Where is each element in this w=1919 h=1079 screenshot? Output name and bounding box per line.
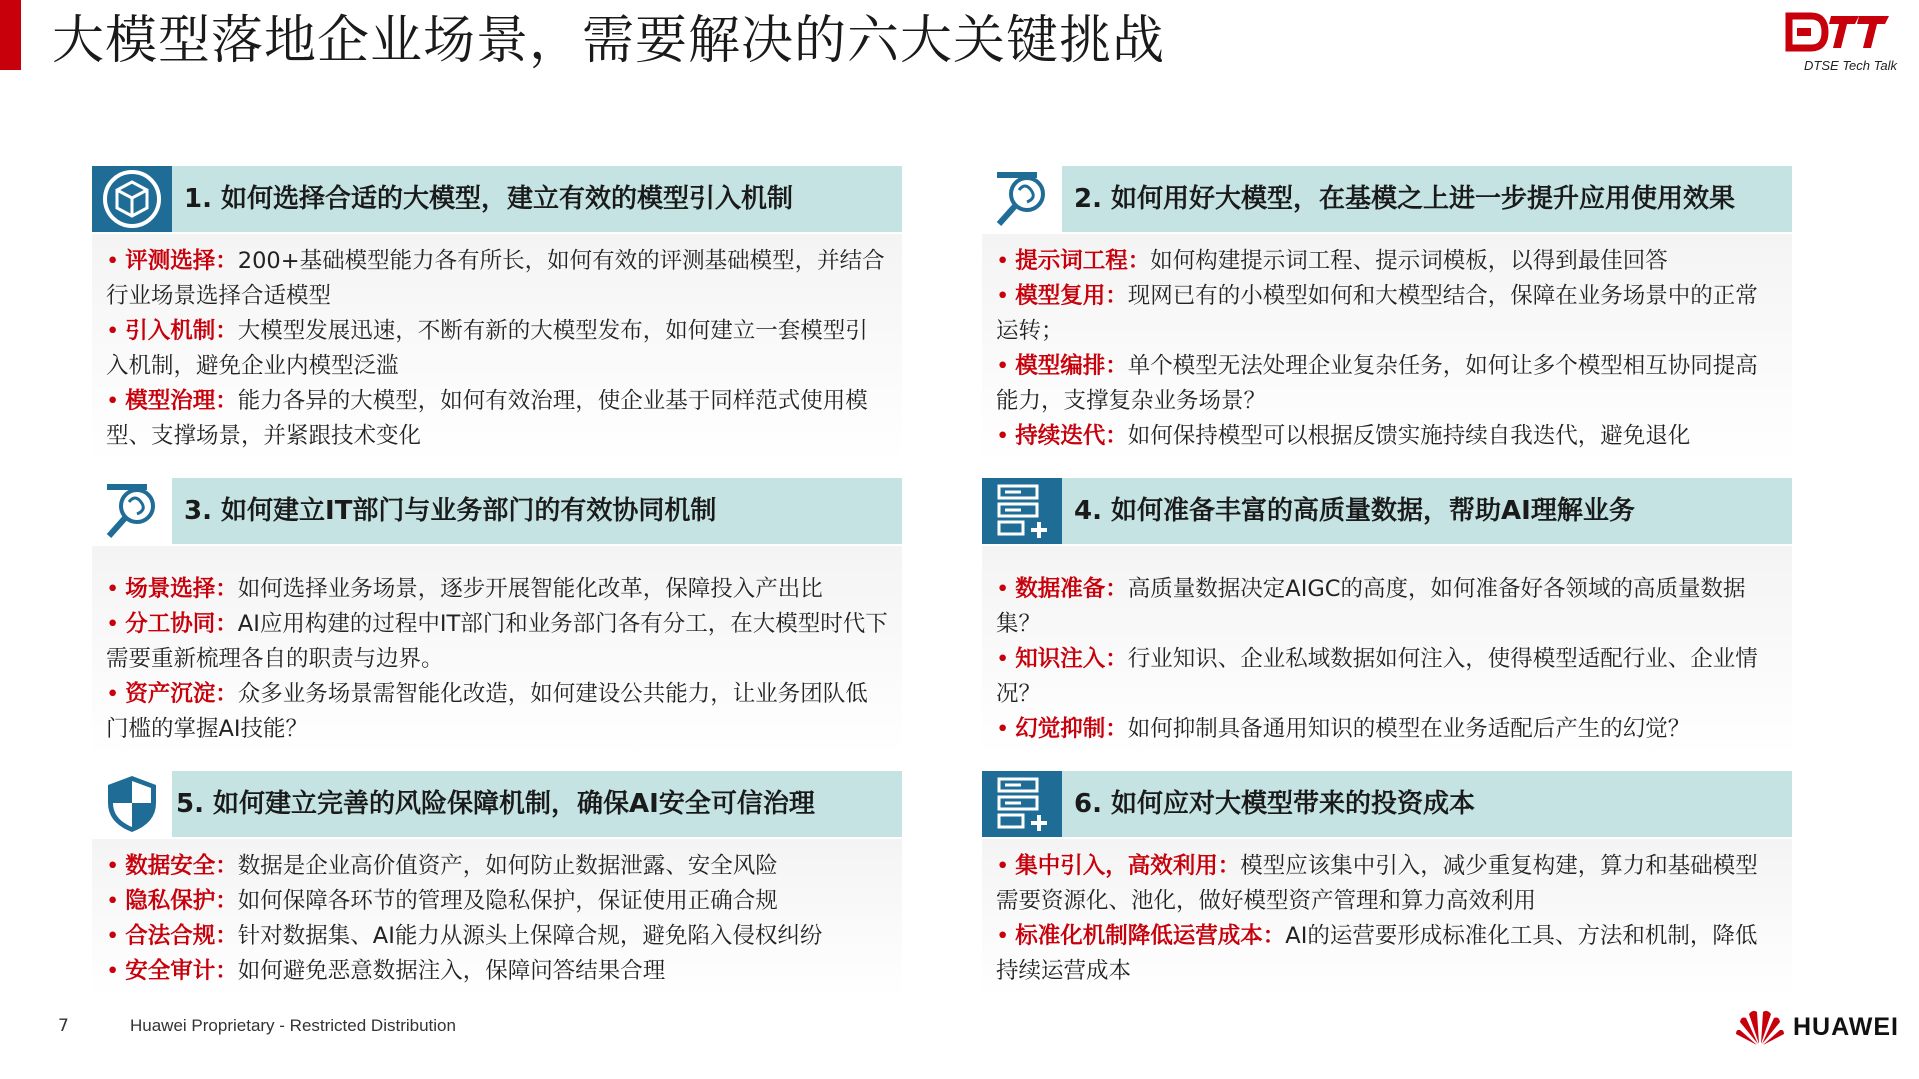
card-heading: 4. 如何准备丰富的高质量数据，帮助AI理解业务 xyxy=(1074,496,1635,526)
list-item: • 场景选择：如何选择业务场景，逐步开展智能化改革，保障投入产出比 xyxy=(106,576,823,602)
list-item: • 隐私保护：如何保障各环节的管理及隐私保护，保证使用正确合规 xyxy=(106,888,778,914)
challenge-card-1 xyxy=(92,166,902,464)
card-header xyxy=(92,166,902,232)
cube-icon xyxy=(92,166,172,232)
card-body xyxy=(982,839,1792,999)
list-item: • 持续迭代：如何保持模型可以根据反馈实施持续自我迭代，避免退化 xyxy=(996,423,1691,449)
page-number: 7 xyxy=(58,1016,69,1036)
page-title: 大模型落地企业场景，需要解决的六大关键挑战 xyxy=(52,11,1166,71)
data-server-icon xyxy=(982,771,1062,837)
shield-icon xyxy=(92,771,172,837)
challenge-card-2 xyxy=(982,166,1792,464)
card-body xyxy=(982,546,1792,757)
challenge-card-4 xyxy=(982,478,1792,757)
list-item: • 模型编排：单个模型无法处理企业复杂任务，如何让多个模型相互协同提高能力，支撑复杂业务场景？ xyxy=(996,353,1758,414)
card-heading: 2. 如何用好大模型，在基模之上进一步提升应用使用效果 xyxy=(1074,184,1736,214)
title-accent-bar xyxy=(0,0,21,70)
card-heading: 5. 如何建立完善的风险保障机制，确保AI安全可信治理 xyxy=(176,789,815,819)
list-item: • 数据安全：数据是企业高价值资产，如何防止数据泄露、安全风险 xyxy=(106,853,778,879)
list-item: • 模型治理：能力各异的大模型，如何有效治理，使企业基于同样范式使用模型、支撑场景，并紧跟技术变化 xyxy=(106,388,868,449)
challenge-card-3 xyxy=(92,478,902,757)
card-body xyxy=(92,839,902,999)
list-item: • 模型复用：现网已有的小模型如何和大模型结合，保障在业务场景中的正常运转； xyxy=(996,283,1758,344)
data-server-icon xyxy=(982,478,1062,544)
card-heading: 1. 如何选择合适的大模型，建立有效的模型引入机制 xyxy=(184,184,794,214)
list-item: • 数据准备：高质量数据决定AIGC的高度，如何准备好各领域的高质量数据集？ xyxy=(996,576,1746,637)
challenge-card-6 xyxy=(982,771,1792,999)
dtt-tagline: DTSE Tech Talk xyxy=(1804,58,1897,73)
card-header xyxy=(982,166,1792,232)
card-body xyxy=(982,234,1792,464)
card-body xyxy=(92,546,902,757)
list-item: • 幻觉抑制：如何抑制具备通用知识的模型在业务适配后产生的幻觉？ xyxy=(996,716,1691,742)
magnifier-brain-icon xyxy=(982,166,1062,232)
list-item: • 分工协同：AI应用构建的过程中IT部门和业务部门各有分工，在大模型时代下需要重新梳理各自的职责与边界。 xyxy=(106,611,888,672)
list-item: • 合法合规：针对数据集、AI能力从源头上保障合规，避免陷入侵权纠纷 xyxy=(106,923,823,949)
card-heading: 6. 如何应对大模型带来的投资成本 xyxy=(1074,789,1476,819)
footer-notice: Huawei Proprietary - Restricted Distribution xyxy=(130,1016,456,1035)
list-item: • 标准化机制降低运营成本：AI的运营要形成标准化工具、方法和机制，降低持续运营成本 xyxy=(996,923,1758,984)
card-header xyxy=(92,478,902,544)
magnifier-brain-icon xyxy=(92,478,172,544)
card-header xyxy=(982,771,1792,837)
list-item: • 引入机制：大模型发展迅速，不断有新的大模型发布，如何建立一套模型引入机制，避免企业内模型泛滥 xyxy=(106,318,868,379)
huawei-petal-icon xyxy=(1735,1008,1785,1046)
list-item: • 安全审计：如何避免恶意数据注入，保障问答结果合理 xyxy=(106,958,666,984)
dtt-logo-mark xyxy=(1785,10,1889,54)
card-body xyxy=(92,234,902,464)
card-heading: 3. 如何建立IT部门与业务部门的有效协同机制 xyxy=(184,496,717,526)
list-item: • 集中引入，高效利用：模型应该集中引入，减少重复构建，算力和基础模型需要资源化、池化，做好模型资产管理和算力高效利用 xyxy=(996,853,1758,914)
list-item: • 资产沉淀：众多业务场景需智能化改造，如何建设公共能力，让业务团队低门槛的掌握AI技能？ xyxy=(106,681,868,742)
dtt-logo xyxy=(1777,10,1897,72)
huawei-logo xyxy=(1735,1006,1899,1048)
huawei-wordmark: HUAWEI xyxy=(1793,1012,1899,1041)
card-header xyxy=(982,478,1792,544)
card-header xyxy=(92,771,902,837)
list-item: • 知识注入：行业知识、企业私域数据如何注入，使得模型适配行业、企业情况？ xyxy=(996,646,1758,707)
list-item: • 提示词工程：如何构建提示词工程、提示词模板，以得到最佳回答 xyxy=(996,248,1668,274)
challenge-card-5 xyxy=(92,771,902,999)
list-item: • 评测选择：200+基础模型能力各有所长，如何有效的评测基础模型，并结合行业场景选择合适模型 xyxy=(106,248,885,309)
